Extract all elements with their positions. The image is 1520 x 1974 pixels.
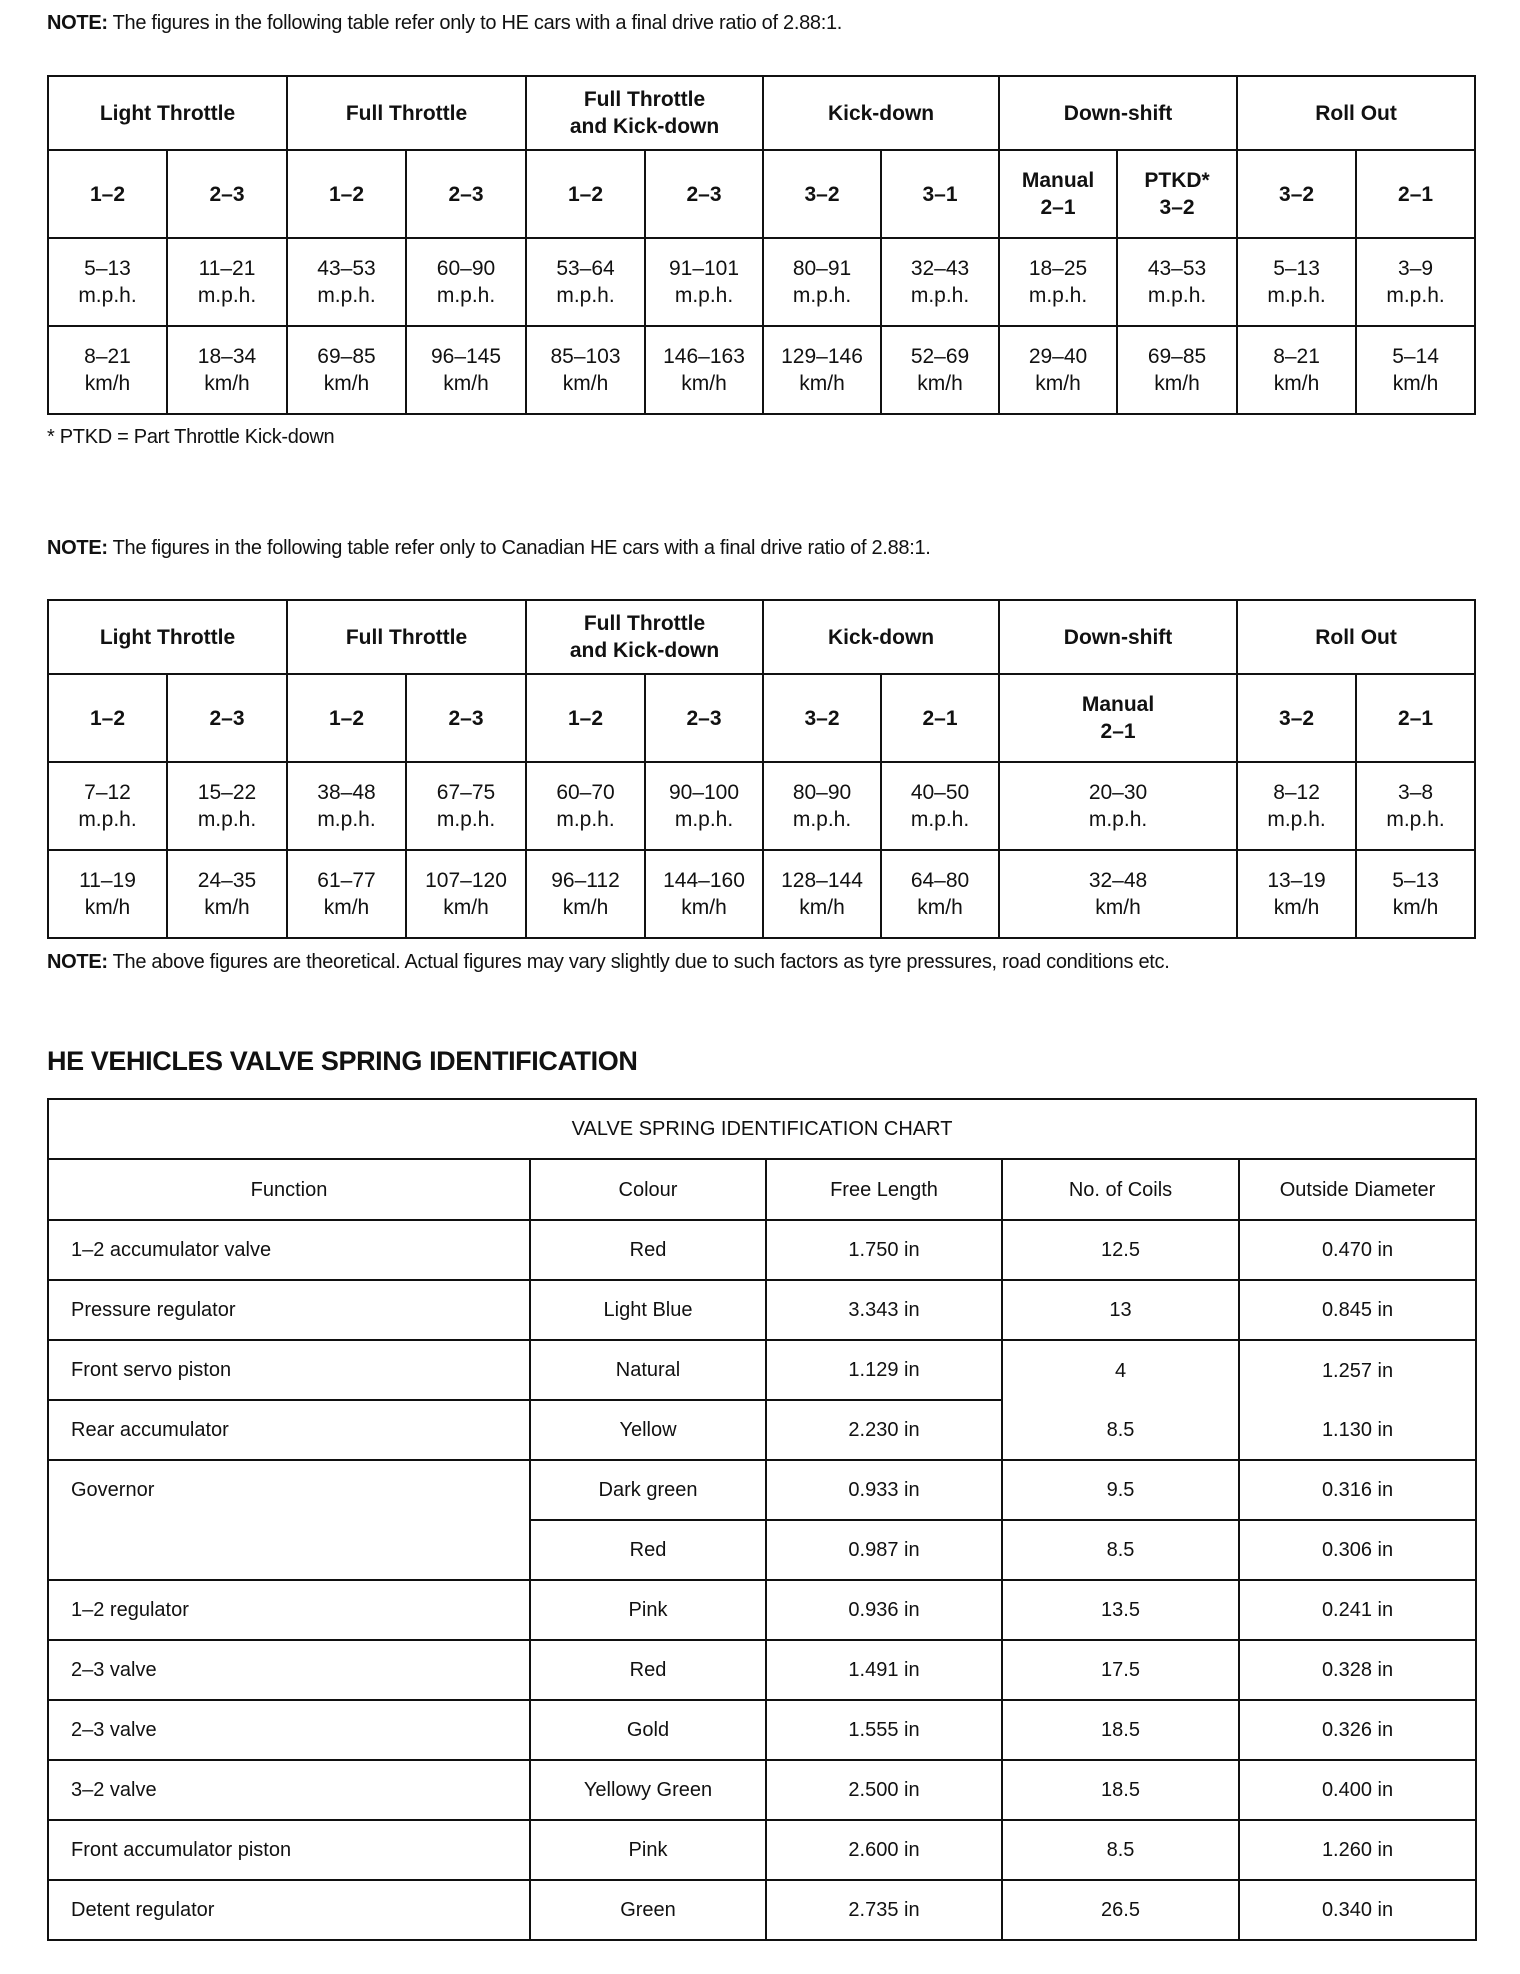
table-row [48, 1760, 1476, 1820]
kmh-cell [406, 850, 526, 938]
length-cell: 2.230 in [766, 1400, 1002, 1460]
unit: km/h [84, 372, 131, 395]
table-row [48, 1280, 1476, 1340]
unit: m.p.h. [1386, 284, 1445, 307]
unit: m.p.h. [910, 808, 970, 831]
chart-title: VALVE SPRING IDENTIFICATION CHART [48, 1099, 1476, 1159]
sub-header: 2–3 [406, 150, 526, 238]
length-cell: 2.735 in [766, 1880, 1002, 1940]
mph-cell [48, 762, 167, 850]
kmh-cell [1356, 326, 1475, 414]
unit: m.p.h. [792, 808, 852, 831]
value: 129–146 [781, 345, 863, 368]
value: 24–35 [197, 869, 257, 892]
colour-cell: Red [530, 1220, 766, 1280]
sub-line-2: 2–1 [1100, 720, 1136, 743]
valve-spring-table [47, 1098, 1477, 1941]
value: 53–64 [556, 257, 615, 280]
colour-cell: Pink [530, 1580, 766, 1640]
length-cell: 2.500 in [766, 1760, 1002, 1820]
unit: m.p.h. [436, 284, 496, 307]
unit: km/h [799, 372, 845, 395]
sub-header: 2–1 [1356, 150, 1475, 238]
value: 11–19 [79, 869, 136, 892]
note-label: NOTE: [47, 537, 108, 559]
function-cell: Governor [48, 1460, 530, 1580]
header-row [48, 1159, 1476, 1220]
table-row [48, 1340, 1476, 1400]
kmh-cell [48, 326, 167, 414]
length-cell: 1.750 in [766, 1220, 1002, 1280]
value: 5–13 [84, 257, 131, 280]
coils-cell: 18.5 [1002, 1700, 1239, 1760]
sub-header: 3–2 [1237, 674, 1356, 762]
kmh-cell [48, 850, 167, 938]
sub-header: 2–1 [1356, 674, 1475, 762]
unit: m.p.h. [792, 284, 852, 307]
colour-cell: Pink [530, 1820, 766, 1880]
group-full-throttle-kickdown [526, 76, 763, 150]
note-theoretical-figures [47, 951, 1170, 974]
diameter-cell: 1.130 in [1239, 1400, 1476, 1460]
value: 15–22 [197, 781, 257, 804]
diameter-cell: 1.257 in [1239, 1340, 1476, 1400]
value: 8–21 [1273, 345, 1320, 368]
value: 128–144 [781, 869, 863, 892]
value: 8–21 [84, 345, 131, 368]
header-function: Function [48, 1159, 530, 1220]
colour-cell: Red [530, 1640, 766, 1700]
length-cell: 1.555 in [766, 1700, 1002, 1760]
unit: km/h [562, 896, 609, 919]
mph-cell [526, 762, 645, 850]
value: 96–112 [551, 869, 620, 892]
kmh-cell [1237, 326, 1356, 414]
function-cell: Pressure regulator [48, 1280, 530, 1340]
kmh-cell [881, 850, 999, 938]
unit: km/h [323, 896, 370, 919]
colour-cell: Dark green [530, 1460, 766, 1520]
table-row [48, 1700, 1476, 1760]
sub-header-manual [999, 674, 1237, 762]
note-text: The above figures are theoretical. Actual figures may vary slightly due to such factors as tyre pressures, road conditions etc. [107, 951, 1170, 973]
unit: m.p.h. [910, 284, 970, 307]
unit: m.p.h. [674, 808, 734, 831]
mph-cell [406, 238, 526, 326]
value: 5–14 [1392, 345, 1439, 368]
length-cell: 0.936 in [766, 1580, 1002, 1640]
kmh-cell [167, 326, 287, 414]
group-line-2: and Kick-down [569, 115, 720, 138]
sub-header: 1–2 [48, 150, 167, 238]
value: 146–163 [663, 345, 745, 368]
function-cell: 2–3 valve [48, 1700, 530, 1760]
coils-cell: 18.5 [1002, 1760, 1239, 1820]
kmh-cell [526, 850, 645, 938]
value: 80–90 [792, 781, 852, 804]
sub-header: 2–3 [645, 150, 763, 238]
function-cell: 3–2 valve [48, 1760, 530, 1820]
length-cell: 0.933 in [766, 1460, 1002, 1520]
unit: m.p.h. [78, 808, 137, 831]
table-row [48, 1460, 1476, 1520]
value: 29–40 [1028, 345, 1088, 368]
unit: m.p.h. [1088, 808, 1148, 831]
kmh-cell [406, 326, 526, 414]
value: 69–85 [317, 345, 376, 368]
diameter-cell: 0.845 in [1239, 1280, 1476, 1340]
unit: km/h [1392, 372, 1439, 395]
diameter-cell: 0.326 in [1239, 1700, 1476, 1760]
sub-header: 1–2 [287, 674, 406, 762]
note-hire-he-cars [47, 12, 842, 35]
value: 60–70 [556, 781, 615, 804]
group-full-throttle: Full Throttle [287, 76, 526, 150]
unit: km/h [443, 372, 489, 395]
length-cell: 1.129 in [766, 1340, 1002, 1400]
unit: m.p.h. [1267, 284, 1326, 307]
colour-cell: Green [530, 1880, 766, 1940]
sub-header: 3–2 [763, 674, 881, 762]
note-text: The figures in the following table refer only to HE cars with a final drive ratio of 2.88:1. [107, 12, 843, 34]
unit: km/h [917, 896, 963, 919]
unit: m.p.h. [197, 808, 257, 831]
group-light-throttle: Light Throttle [48, 76, 287, 150]
coils-cell: 13 [1002, 1280, 1239, 1340]
coils-cell: 8.5 [1002, 1400, 1239, 1460]
mph-row [48, 238, 1475, 326]
shift-speed-table-he [47, 75, 1476, 415]
value: 18–25 [1028, 257, 1088, 280]
function-cell: Front servo piston [48, 1340, 530, 1400]
sub-header-row [48, 150, 1475, 238]
diameter-cell: 0.400 in [1239, 1760, 1476, 1820]
colour-cell: Gold [530, 1700, 766, 1760]
value: 80–91 [792, 257, 852, 280]
coils-cell: 13.5 [1002, 1580, 1239, 1640]
mph-cell [1237, 762, 1356, 850]
section-title: HE VEHICLES VALVE SPRING IDENTIFICATION [47, 1046, 638, 1076]
mph-cell [645, 238, 763, 326]
group-line-1: Full Throttle [583, 88, 706, 111]
kmh-cell [881, 326, 999, 414]
kmh-row [48, 850, 1475, 938]
sub-header-ptkd [1117, 150, 1237, 238]
diameter-cell: 0.241 in [1239, 1580, 1476, 1640]
coils-cell: 8.5 [1002, 1520, 1239, 1580]
function-cell: Detent regulator [48, 1880, 530, 1940]
colour-cell: Yellow [530, 1400, 766, 1460]
sub-header: 3–2 [763, 150, 881, 238]
kmh-cell [167, 850, 287, 938]
sub-header-manual [999, 150, 1117, 238]
diameter-cell: 0.316 in [1239, 1460, 1476, 1520]
unit: m.p.h. [1147, 284, 1207, 307]
sub-header: 2–3 [167, 150, 287, 238]
value: 144–160 [663, 869, 745, 892]
shift-speed-table-canadian [47, 599, 1476, 939]
unit: km/h [443, 896, 489, 919]
unit: m.p.h. [1267, 808, 1326, 831]
sub-header: 2–3 [645, 674, 763, 762]
kmh-cell [999, 850, 1237, 938]
header-colour: Colour [530, 1159, 766, 1220]
value: 43–53 [317, 257, 376, 280]
mph-cell [645, 762, 763, 850]
group-kick-down: Kick-down [763, 600, 999, 674]
diameter-cell: 0.328 in [1239, 1640, 1476, 1700]
sub-header: 3–1 [881, 150, 999, 238]
unit: m.p.h. [1028, 284, 1088, 307]
note-text: The figures in the following table refer only to Canadian HE cars with a final drive ratio of 2.88:1. [107, 537, 931, 559]
mph-cell [1356, 238, 1475, 326]
table-row [48, 1640, 1476, 1700]
function-cell: 2–3 valve [48, 1640, 530, 1700]
value: 67–75 [436, 781, 496, 804]
mph-cell [167, 762, 287, 850]
sub-header: 1–2 [48, 674, 167, 762]
coils-cell: 9.5 [1002, 1460, 1239, 1520]
unit: km/h [1392, 896, 1439, 919]
function-cell: 1–2 regulator [48, 1580, 530, 1640]
mph-row [48, 762, 1475, 850]
sub-header: 2–3 [406, 674, 526, 762]
note-label: NOTE: [47, 951, 108, 973]
group-header-row [48, 76, 1475, 150]
kmh-row [48, 326, 1475, 414]
mph-cell [1356, 762, 1475, 850]
unit: km/h [681, 372, 727, 395]
value: 43–53 [1147, 257, 1207, 280]
unit: m.p.h. [78, 284, 137, 307]
value: 11–21 [198, 257, 256, 280]
sub-header-row [48, 674, 1475, 762]
coils-cell: 12.5 [1002, 1220, 1239, 1280]
sub-header: 2–1 [881, 674, 999, 762]
value: 96–145 [430, 345, 502, 368]
group-down-shift: Down-shift [999, 76, 1237, 150]
sub-line-1: PTKD* [1144, 169, 1210, 192]
unit: m.p.h. [317, 284, 376, 307]
kmh-cell [645, 850, 763, 938]
function-cell: Rear accumulator [48, 1400, 530, 1460]
value: 5–13 [1273, 257, 1320, 280]
mph-cell [999, 238, 1117, 326]
coils-cell: 8.5 [1002, 1820, 1239, 1880]
unit: km/h [799, 896, 845, 919]
value: 7–12 [84, 781, 131, 804]
unit: km/h [1273, 896, 1320, 919]
function-cell: 1–2 accumulator valve [48, 1220, 530, 1280]
note-label: NOTE: [47, 12, 108, 34]
unit: km/h [917, 372, 963, 395]
value: 38–48 [317, 781, 376, 804]
diameter-cell: 0.470 in [1239, 1220, 1476, 1280]
mph-cell [287, 238, 406, 326]
value: 3–8 [1398, 781, 1434, 804]
table-row [48, 1400, 1476, 1460]
length-cell: 3.343 in [766, 1280, 1002, 1340]
kmh-cell [287, 326, 406, 414]
kmh-cell [287, 850, 406, 938]
diameter-cell: 0.340 in [1239, 1880, 1476, 1940]
unit: m.p.h. [1386, 808, 1445, 831]
unit: km/h [1154, 372, 1200, 395]
length-cell: 0.987 in [766, 1520, 1002, 1580]
sub-header: 1–2 [287, 150, 406, 238]
unit: m.p.h. [197, 284, 257, 307]
mph-cell [1237, 238, 1356, 326]
value: 107–120 [425, 869, 507, 892]
coils-cell: 17.5 [1002, 1640, 1239, 1700]
group-roll-out: Roll Out [1237, 600, 1475, 674]
group-full-throttle-kickdown [526, 600, 763, 674]
kmh-cell [1237, 850, 1356, 938]
group-roll-out: Roll Out [1237, 76, 1475, 150]
mph-cell [999, 762, 1237, 850]
value: 69–85 [1147, 345, 1207, 368]
value: 8–12 [1273, 781, 1320, 804]
kmh-cell [763, 850, 881, 938]
mph-cell [881, 762, 999, 850]
diameter-cell: 0.306 in [1239, 1520, 1476, 1580]
group-full-throttle: Full Throttle [287, 600, 526, 674]
table-row [48, 1820, 1476, 1880]
sub-header: 2–3 [167, 674, 287, 762]
mph-cell [763, 238, 881, 326]
value: 20–30 [1088, 781, 1148, 804]
unit: m.p.h. [436, 808, 496, 831]
chart-title-row [48, 1099, 1476, 1159]
coils-cell: 4 [1002, 1340, 1239, 1400]
value: 40–50 [910, 781, 970, 804]
value: 60–90 [436, 257, 496, 280]
unit: m.p.h. [556, 808, 615, 831]
colour-cell: Red [530, 1520, 766, 1580]
header-outside-diameter: Outside Diameter [1239, 1159, 1476, 1220]
unit: m.p.h. [317, 808, 376, 831]
length-cell: 2.600 in [766, 1820, 1002, 1880]
sub-header: 3–2 [1237, 150, 1356, 238]
diameter-cell: 1.260 in [1239, 1820, 1476, 1880]
kmh-cell [1356, 850, 1475, 938]
value: 64–80 [910, 869, 970, 892]
sub-header: 1–2 [526, 150, 645, 238]
unit: km/h [84, 896, 131, 919]
unit: km/h [204, 372, 250, 395]
mph-cell [881, 238, 999, 326]
mph-cell [763, 762, 881, 850]
function-cell: Front accumulator piston [48, 1820, 530, 1880]
value: 5–13 [1392, 869, 1439, 892]
kmh-cell [999, 326, 1117, 414]
group-header-row [48, 600, 1475, 674]
unit: km/h [204, 896, 250, 919]
coils-cell: 26.5 [1002, 1880, 1239, 1940]
unit: km/h [323, 372, 370, 395]
header-coils: No. of Coils [1002, 1159, 1239, 1220]
table-row [48, 1220, 1476, 1280]
sub-line-2: 3–2 [1159, 196, 1195, 219]
unit: km/h [1273, 372, 1320, 395]
mph-cell [1117, 238, 1237, 326]
group-kick-down: Kick-down [763, 76, 999, 150]
header-free-length: Free Length [766, 1159, 1002, 1220]
value: 13–19 [1267, 869, 1326, 892]
colour-cell: Light Blue [530, 1280, 766, 1340]
unit: km/h [1095, 896, 1141, 919]
colour-cell: Yellowy Green [530, 1760, 766, 1820]
table-row [48, 1880, 1476, 1940]
value: 32–48 [1088, 869, 1148, 892]
mph-cell [287, 762, 406, 850]
sub-line-1: Manual [1021, 169, 1095, 192]
note-canadian-he-cars [47, 537, 931, 560]
length-cell: 1.491 in [766, 1640, 1002, 1700]
colour-cell: Natural [530, 1340, 766, 1400]
sub-line-1: Manual [1081, 693, 1155, 716]
sub-line-2: 2–1 [1040, 196, 1076, 219]
kmh-cell [526, 326, 645, 414]
value: 90–100 [668, 781, 740, 804]
unit: km/h [562, 372, 609, 395]
unit: km/h [1035, 372, 1081, 395]
ptkd-footnote: * PTKD = Part Throttle Kick-down [47, 426, 335, 448]
value: 61–77 [317, 869, 376, 892]
unit: km/h [681, 896, 727, 919]
kmh-cell [1117, 326, 1237, 414]
value: 18–34 [197, 345, 257, 368]
group-light-throttle: Light Throttle [48, 600, 287, 674]
value: 3–9 [1398, 257, 1434, 280]
value: 52–69 [910, 345, 970, 368]
table-row [48, 1580, 1476, 1640]
mph-cell [167, 238, 287, 326]
unit: m.p.h. [556, 284, 615, 307]
value: 85–103 [550, 345, 621, 368]
kmh-cell [645, 326, 763, 414]
group-line-2: and Kick-down [569, 639, 720, 662]
value: 91–101 [668, 257, 740, 280]
mph-cell [526, 238, 645, 326]
mph-cell [48, 238, 167, 326]
sub-header: 1–2 [526, 674, 645, 762]
group-line-1: Full Throttle [583, 612, 706, 635]
unit: m.p.h. [674, 284, 734, 307]
kmh-cell [763, 326, 881, 414]
mph-cell [406, 762, 526, 850]
value: 32–43 [910, 257, 970, 280]
group-down-shift: Down-shift [999, 600, 1237, 674]
